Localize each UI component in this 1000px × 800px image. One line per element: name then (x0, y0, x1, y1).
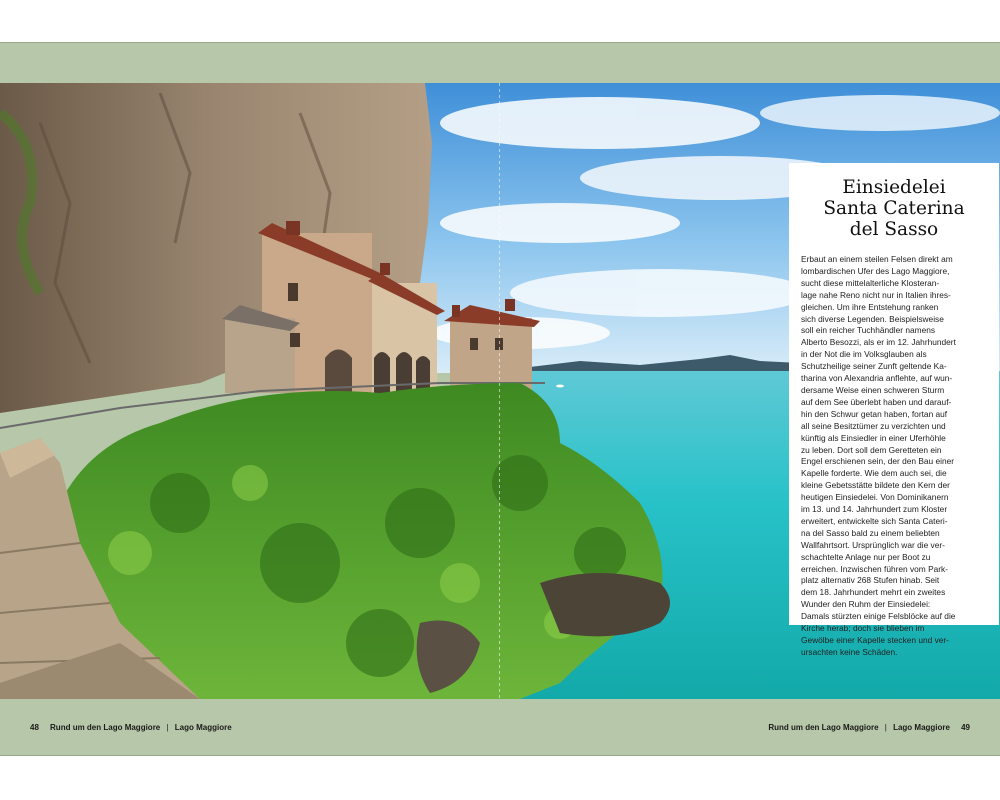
body-line: platz alternativ 268 Stufen hinab. Seit (801, 575, 940, 586)
body-line: tharina von Alexandria anflehte, auf wun- (801, 373, 953, 384)
body-line: schachtelte Anlage nur per Boot zu (801, 551, 931, 562)
page-number-right: 49 (961, 723, 970, 732)
body-line: dersame Weise einen schweren Sturm (801, 384, 945, 395)
page-gutter (499, 83, 500, 699)
section-name-right: Lago Maggiore (893, 723, 950, 732)
body-line: na del Sasso bald zu einem beliebten (801, 527, 940, 538)
body-line: erweitert, entwickelte sich Santa Cateri- (801, 515, 948, 526)
page-number-left: 48 (30, 723, 39, 732)
running-title-right: Rund um den Lago Maggiore (768, 723, 879, 732)
footer-separator: | (166, 723, 169, 732)
body-line: Wunder den Ruhm der Einsiedelei: (801, 599, 931, 610)
footer-right (768, 723, 970, 732)
body-line: Schutzheilige seiner Zunft geltende Ka- (801, 361, 947, 372)
body-line: Damals stürzten einige Felsblöcke auf die (801, 611, 956, 622)
body-line: gleichen. Um ihre Entstehung ranken (801, 301, 939, 312)
article-title (801, 177, 987, 240)
body-line: Erbaut an einem steilen Felsen direkt am (801, 254, 953, 264)
body-line: Gewölbe einer Kapelle stecken und ver- (801, 635, 949, 645)
book-spread (0, 42, 1000, 756)
footer-left (30, 723, 232, 732)
body-line: Engel erschienen sein, der den Bau einer (801, 456, 955, 467)
title-line: Einsiedelei (842, 177, 946, 198)
article-body (801, 254, 987, 659)
boat (556, 385, 564, 388)
body-line: in der Not die im Volksglauben als (801, 349, 927, 360)
body-line: erreichen. Inzwischen führen vom Park- (801, 563, 949, 574)
body-line: lage nahe Reno nicht nur in Italien ihres- (801, 289, 951, 300)
article-box (789, 163, 999, 657)
section-name-left: Lago Maggiore (174, 723, 232, 732)
body-line: Kirche herab; doch sie blieben im (801, 623, 925, 634)
body-line: all seine Besitztümer zu verzichten und (801, 420, 946, 431)
title-line: Santa Caterina (823, 198, 965, 219)
body-line: kleine Gebetsstätte bildete den Kern der (801, 480, 950, 491)
body-line: zu leben. Dort soll dem Geretteten ein (801, 444, 942, 455)
running-title-left: Rund um den Lago Maggiore (50, 723, 161, 732)
body-line: heutigen Einsiedelei. Von Dominikanern (801, 492, 949, 503)
body-line: Kapelle forderte. Wie dem auch sei, die (801, 468, 947, 479)
body-line: Wallfahrtsort. Ursprünglich war die ver- (801, 539, 945, 550)
shore-rocks (540, 573, 670, 636)
title-line: del Sasso (849, 219, 939, 240)
footer-separator: | (884, 723, 887, 732)
body-line: sucht diese mittelalterliche Klosteran- (801, 277, 940, 288)
body-line: künftig als Einsiedler in einer Uferhöhle (801, 432, 946, 443)
body-line: soll ein reicher Tuchhändler namens (801, 325, 936, 336)
body-line: ursachten keine Schäden. (801, 646, 898, 657)
body-line: Alberto Besozzi, als er im 12. Jahrhundert (801, 337, 956, 348)
body-line: auf dem See überlebt haben und darauf- (801, 396, 952, 407)
body-line: lombardischen Ufer des Lago Maggiore, (801, 265, 950, 276)
body-line: dem 18. Jahrhundert mehrt ein zweites (801, 587, 946, 598)
body-line: sich diverse Legenden. Beispielsweise (801, 313, 944, 324)
body-line: hin den Schwur getan haben, fortan auf (801, 408, 948, 419)
body-line: im 13. und 14. Jahrhundert zum Kloster (801, 504, 948, 515)
